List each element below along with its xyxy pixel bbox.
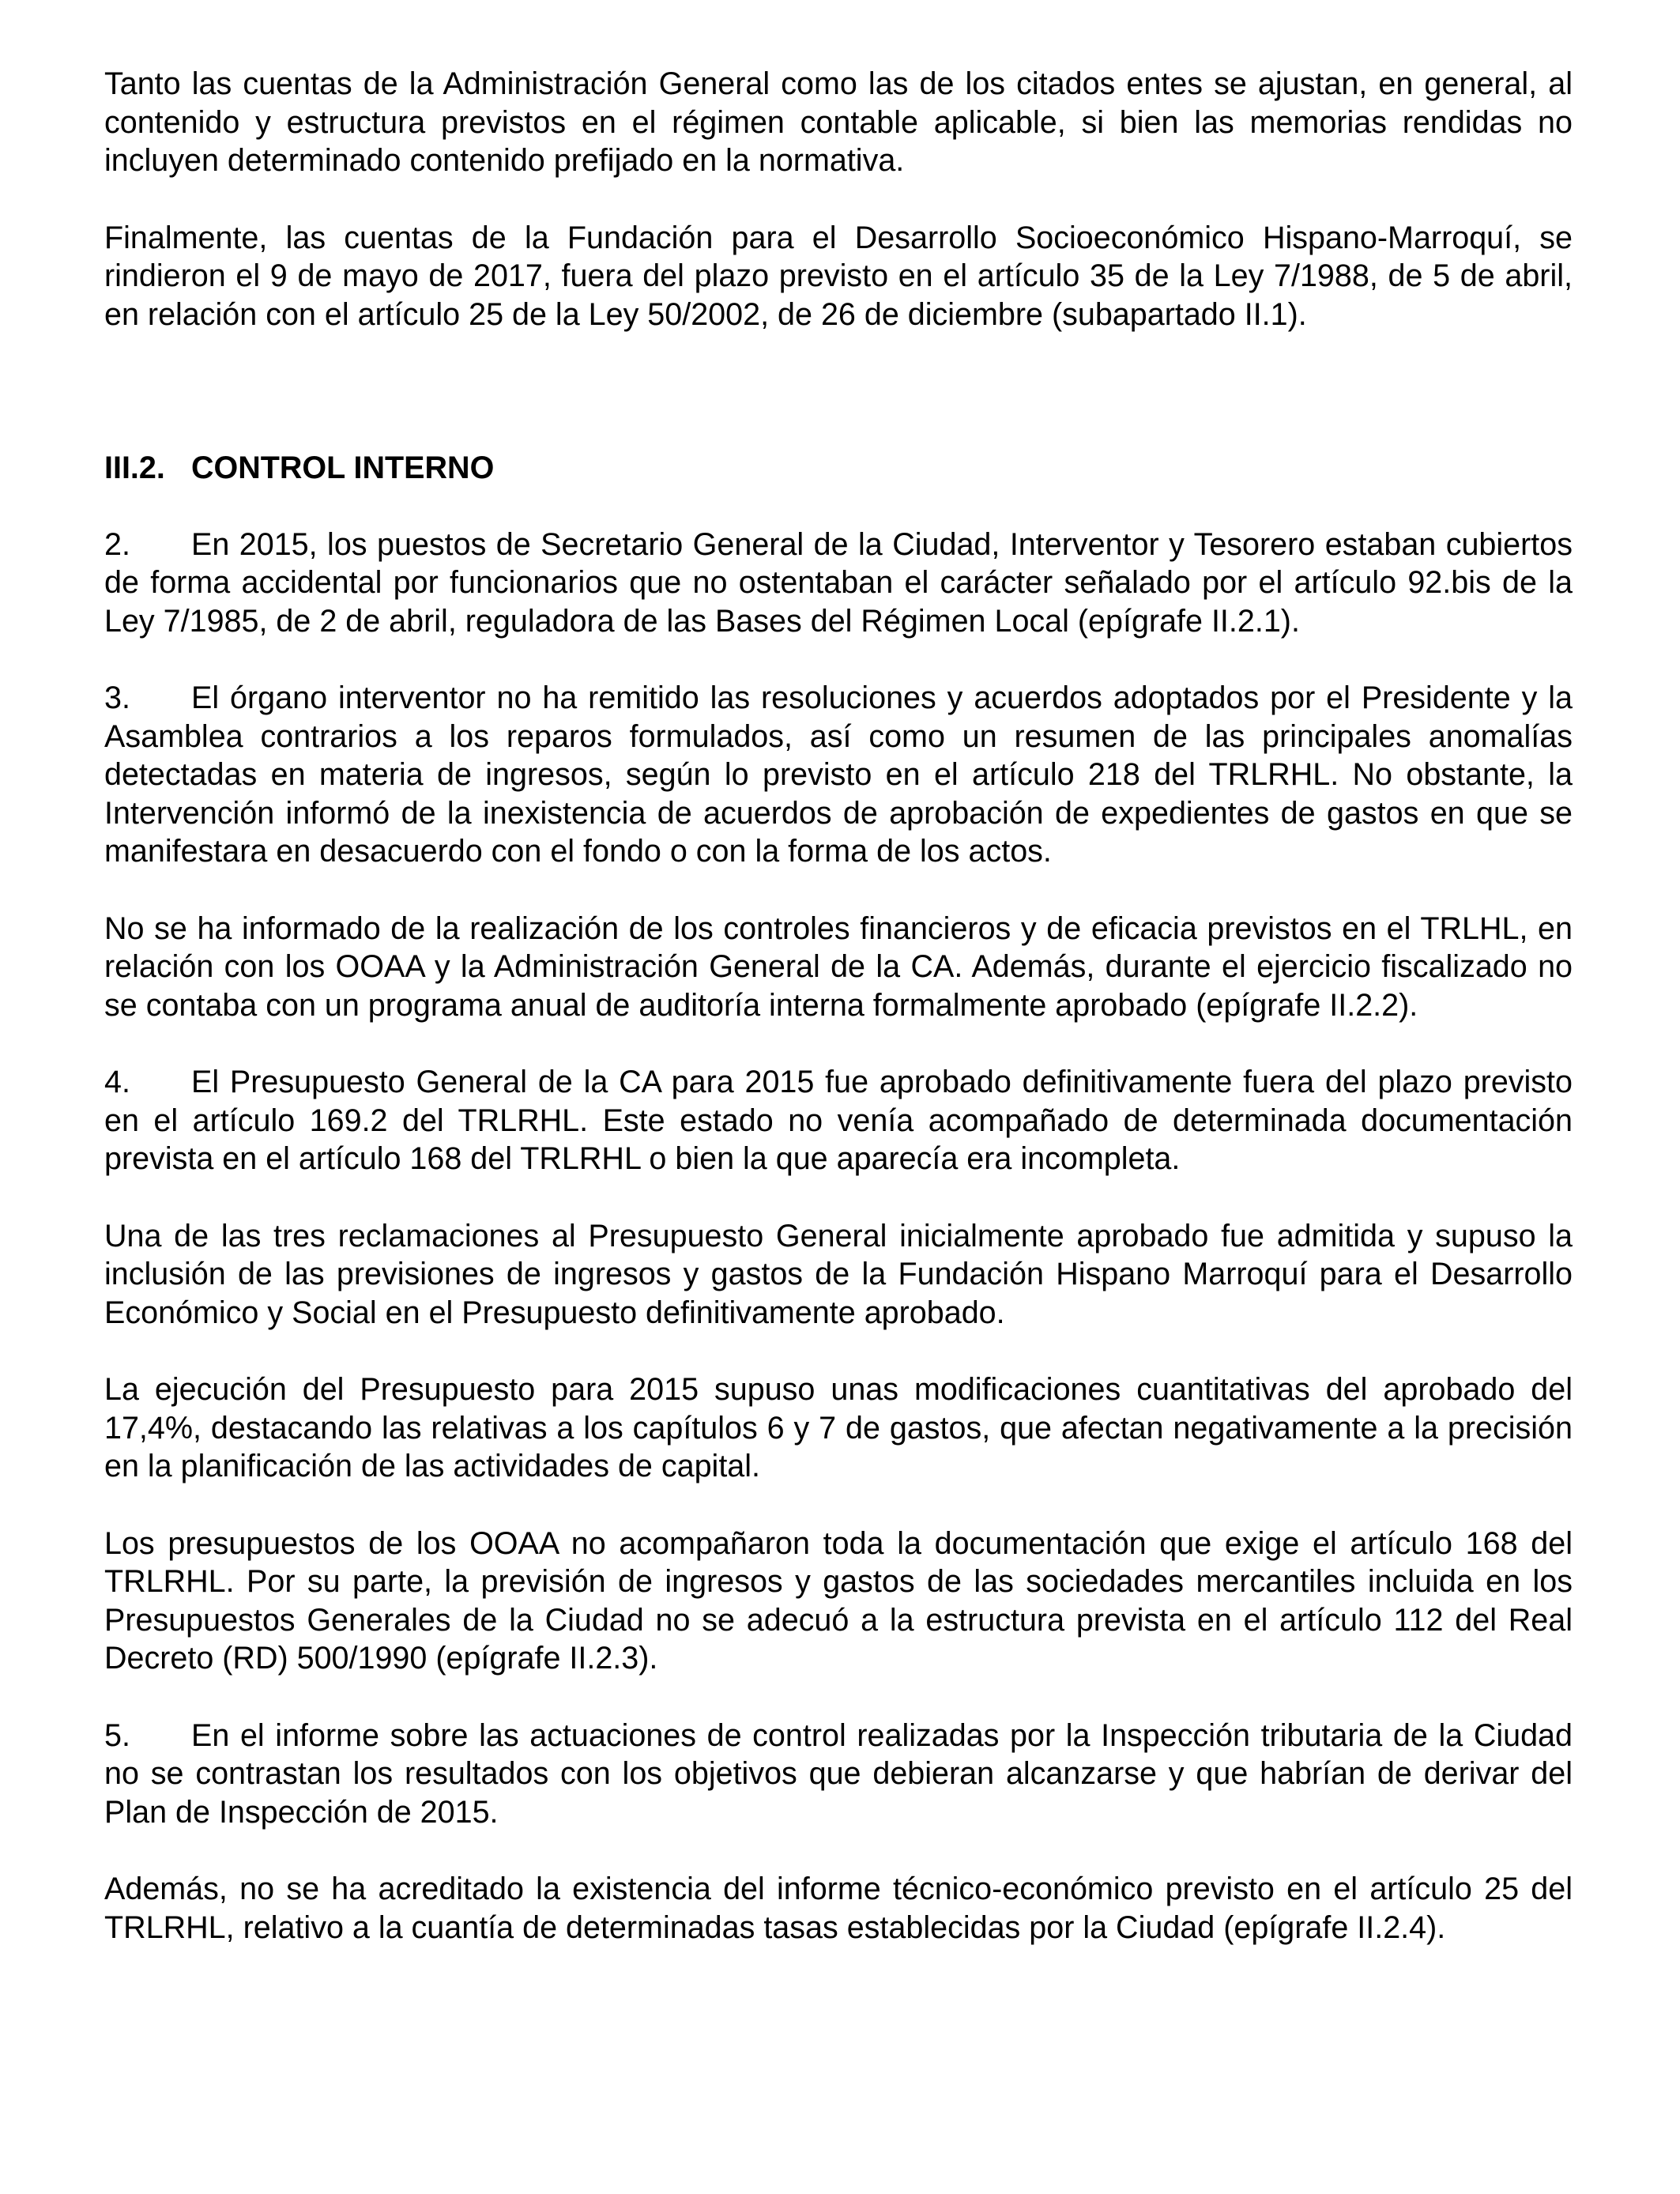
paragraph-presupuestos-ooaa: Los presupuestos de los OOAA no acompañaron toda la documentación que exige el artículo 168 del TRLRHL. Por su parte, la previsión de ingresos y gastos de las sociedades mercantiles incluida en los Presupuestos Generales de la Ciudad no se adecuó a la estructura prevista en el artículo 112 del Real Decreto (RD) 500/1990 (epígrafe II.2.3). bbox=[104, 1525, 1573, 1676]
conclusion-item-3 bbox=[104, 679, 1573, 871]
paragraph-controles-financieros: No se ha informado de la realización de los controles financieros y de eficacia previstos en el TRLHL, en relación con los OOAA y la Administración General de la CA. Además, durante el ejercicio fiscalizado no se contaba con un programa anual de auditoría interna formalmente aprobado (epígrafe II.2.2). bbox=[104, 910, 1573, 1023]
item-text: En 2015, los puestos de Secretario General de la Ciudad, Interventor y Tesorero estaban cubiertos de forma accidental por funcionarios que no ostentaban el carácter señalado por el artículo 92.bis de la Ley 7/1985, de 2 de abril, reguladora de las Bases del Régimen Local (epígrafe II.2.1). bbox=[104, 526, 1573, 639]
document-page bbox=[104, 65, 1573, 1947]
section-heading bbox=[104, 449, 1573, 488]
paragraph-informe-tecnico: Además, no se ha acreditado la existencia del informe técnico-económico previsto en el artículo 25 del TRLRHL, relativo a la cuantía de determinadas tasas establecidas por la Ciudad (epígrafe II.2.4). bbox=[104, 1872, 1573, 1945]
item-number: 4. bbox=[104, 1065, 130, 1099]
item-number: 5. bbox=[104, 1717, 130, 1753]
paragraph-fundacion: Finalmente, las cuentas de la Fundación para el Desarrollo Socioeconómico Hispano-Marroquí, se rindieron el 9 de mayo de 2017, fuera del plazo previsto en el artículo 35 de la Ley 7/1988, de 5 de abril, en relación con el artículo 25 de la Ley 50/2002, de 26 de diciembre (subapartado II.1). bbox=[104, 220, 1573, 332]
conclusion-item-4 bbox=[104, 1063, 1573, 1178]
item-text: En el informe sobre las actuaciones de control realizadas por la Inspección tributaria de la Ciudad no se contrastan los resultados con los objetivos que debieran alcanzarse y que habrían de derivar del Plan de Inspección de 2015. bbox=[104, 1717, 1573, 1830]
section-number: III.2. bbox=[104, 450, 165, 485]
item-number: 2. bbox=[104, 526, 130, 562]
section-title: CONTROL INTERNO bbox=[191, 450, 495, 485]
item-number: 3. bbox=[104, 680, 130, 715]
conclusion-item-5 bbox=[104, 1717, 1573, 1832]
paragraph-ejecucion-presupuesto: La ejecución del Presupuesto para 2015 supuso unas modificaciones cuantitativas del aprobado del 17,4%, destacando las relativas a los capítulos 6 y 7 de gastos, que afectan negativamente a la precisión en la planificación de las actividades de capital. bbox=[104, 1372, 1573, 1483]
item-text: El Presupuesto General de la CA para 2015 fue aprobado definitivamente fuera del plazo previsto en el artículo 169.2 del TRLRHL. Este estado no venía acompañado de determinada documentación prevista en el artículo 168 del TRLRHL o bien la que aparecía era incompleta. bbox=[104, 1065, 1573, 1176]
paragraph-cuentas-ajuste: Tanto las cuentas de la Administración General como las de los citados entes se ajustan, en general, al contenido y estructura previstos en el régimen contable aplicable, si bien las memorias rendidas no incluyen determinado contenido prefijado en la normativa. bbox=[104, 66, 1573, 178]
conclusion-item-2 bbox=[104, 526, 1573, 641]
paragraph-reclamaciones: Una de las tres reclamaciones al Presupuesto General inicialmente aprobado fue admitida y supuso la inclusión de las previsiones de ingresos y gastos de la Fundación Hispano Marroquí para el Desarrollo Económico y Social en el Presupuesto definitivamente aprobado. bbox=[104, 1218, 1573, 1330]
item-text: El órgano interventor no ha remitido las resoluciones y acuerdos adoptados por el Presidente y la Asamblea contrarios a los reparos formulados, así como un resumen de las principales anomalías detectadas en materia de ingresos, según lo previsto en el artículo 218 del TRLRHL. No obstante, la Intervención informó de la inexistencia de acuerdos de aprobación de expedientes de gastos en que se manifestara en desacuerdo con el fondo o con la forma de los actos. bbox=[104, 680, 1573, 869]
